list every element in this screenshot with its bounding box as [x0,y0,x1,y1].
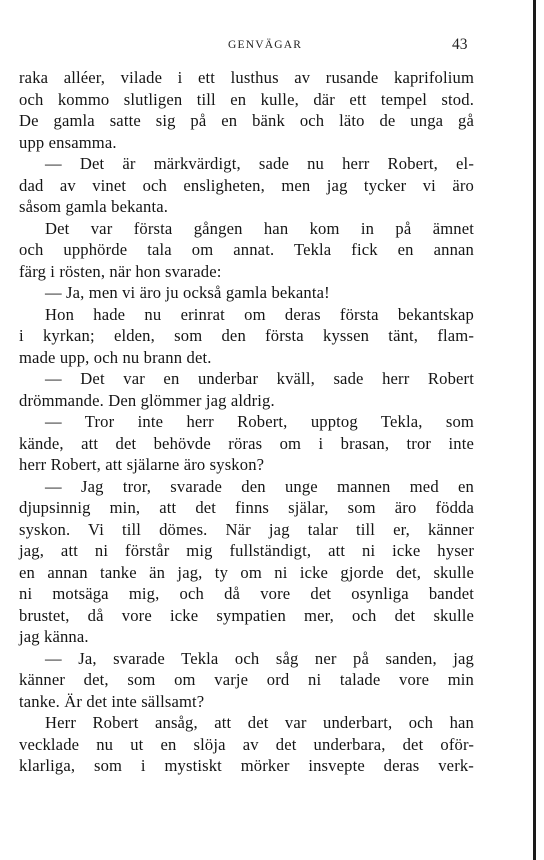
text-line: De gamla satte sig på en bänk och läto de unga gå [19,111,474,130]
text-line: made upp, och nu brann det. [19,347,212,367]
text-line: Hon hade nu erinrat om deras första bekantskap [45,304,474,324]
text-line: djupsinnig min, att det finns själar, som äro födda [19,498,474,517]
text-line: tanke. Är det inte sällsamt? [19,691,205,711]
text-line: dad av vinet och ensligheten, men jag tycker vi äro [19,175,474,195]
text-line: jag, att ni förstår mig fullständigt, att ni icke hyser [19,541,474,560]
text-line: och upphörde tala om annat. Tekla fick en annan [19,240,474,259]
text-line: i kyrkan; elden, som den första kyssen tänt, flam- [19,326,474,345]
text-line: vecklade nu ut en slöja av det underbara, det oför- [19,734,474,754]
text-line: klarliga, som i mystiskt mörker insvepte deras verk- [19,756,474,775]
text-line: — Ja, svarade Tekla och såg ner på sanden, jag [45,648,474,668]
text-line: syskon. Vi till dömes. När jag talar till er, känner [19,519,474,539]
text-line: — Tror inte herr Robert, upptog Tekla, som [45,412,474,431]
text-line: ni motsäga mig, och då vore det osynliga bandet [19,584,474,603]
text-line: färg i rösten, när hon svarade: [19,261,222,281]
text-line: — Jag tror, svarade den unge mannen med en [45,476,474,496]
text-line: Herr Robert ansåg, att det var underbart, och han [45,713,474,732]
text-line: kände, att det behövde röras om i brasan, tror inte [19,433,474,453]
text-line: känner det, som om varje ord ni talade vore min [19,670,474,689]
text-line: brustet, då vore icke sympatien mer, och det skulle [19,605,474,625]
text-line: raka alléer, vilade i ett lusthus av rusande kaprifolium [19,68,474,87]
text-line: — Det var en underbar kväll, sade herr Robert [45,369,474,388]
running-title: GENVÄGAR [228,39,303,51]
text-line: upp ensamma. [19,132,117,152]
text-line: herr Robert, att själarne äro syskon? [19,455,265,474]
page-edge [533,0,536,860]
text-line: och kommo slutligen till en kulle, där ett tempel stod. [19,89,474,109]
text-line: jag känna. [19,627,89,646]
text-line: — Ja, men vi äro ju också gamla bekanta! [45,283,330,302]
body-text [19,67,474,777]
page-number: 43 [452,36,468,53]
running-head [0,36,544,56]
text-line: såsom gamla bekanta. [19,197,169,216]
text-line: — Det är märkvärdigt, sade nu herr Robert, el- [45,154,474,173]
text-line: drömmande. Den glömmer jag aldrig. [19,390,275,410]
text-line: en annan tanke än jag, ty om ni icke gjorde det, skulle [19,562,474,582]
text-line: Det var första gången han kom in på ämnet [45,218,474,238]
